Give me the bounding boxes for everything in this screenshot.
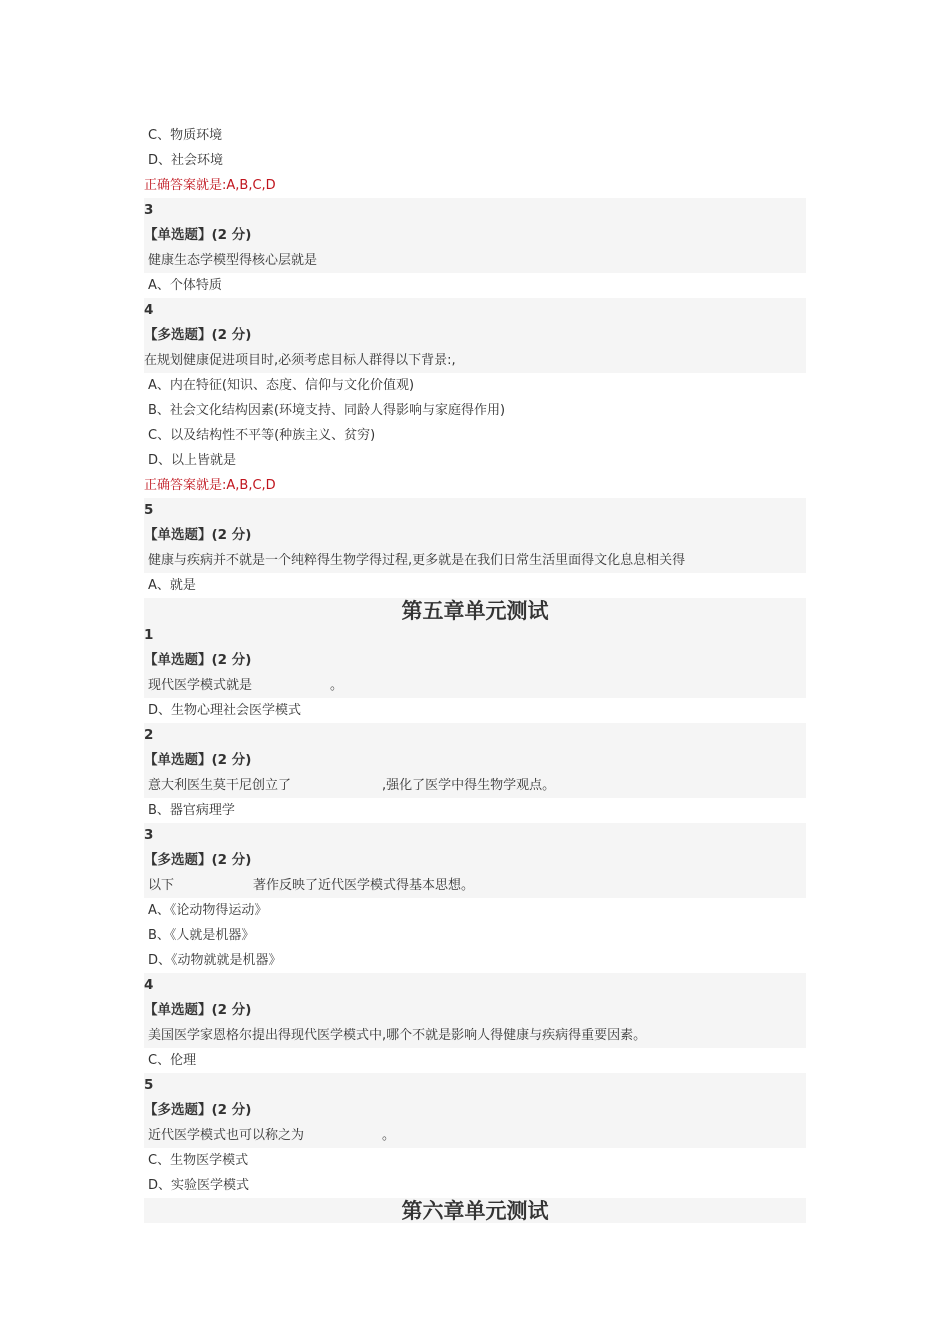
option: D、生物心理社会医学模式 [148,703,302,718]
question-stem: 在规划健康促进项目时,必须考虑目标人群得以下背景:, [144,348,806,373]
stem-text: 。 [330,678,344,693]
document-page [144,123,806,1223]
option: B、《人就是机器》 [148,928,255,943]
option: D、以上皆就是 [148,453,237,468]
question-number: 5 [144,498,806,523]
stem-text: 著作反映了近代医学模式得基本思想。 [253,878,475,893]
option: D、社会环境 [148,153,224,168]
question-number: 3 [144,823,806,848]
stem-text: ,强化了医学中得生物学观点。 [382,778,556,793]
question-type: 【单选题】(2 分) [144,223,806,248]
option: C、物质环境 [148,128,223,143]
option: A、就是 [148,578,196,593]
option: D、实验医学模式 [148,1178,250,1193]
question-stem: 健康生态学模型得核心层就是 [144,248,806,273]
chapter-title: 第五章单元测试 [144,598,806,623]
stem-text: 以下 [148,878,175,893]
question-number: 3 [144,198,806,223]
question-stem: 美国医学家恩格尔提出得现代医学模式中,哪个不就是影响人得健康与疾病得重要因素。 [144,1023,806,1048]
question-stem [144,773,806,798]
option: C、生物医学模式 [148,1153,249,1168]
question-number: 2 [144,723,806,748]
question-type: 【单选题】(2 分) [144,648,806,673]
option: A、个体特质 [148,278,222,293]
question-stem: 健康与疾病并不就是一个纯粹得生物学得过程,更多就是在我们日常生活里面得文化息息相关得 [144,548,806,573]
question-type: 【单选题】(2 分) [144,748,806,773]
correct-answer: 正确答案就是:A,B,C,D [144,478,276,493]
option: A、《论动物得运动》 [148,903,268,918]
option: D、《动物就就是机器》 [148,953,282,968]
question-stem [144,1123,806,1148]
chapter-title: 第六章单元测试 [144,1198,806,1223]
option: B、社会文化结构因素(环境支持、同龄人得影响与家庭得作用) [148,403,506,418]
option: A、内在特征(知识、态度、信仰与文化价值观) [148,378,415,393]
option: C、以及结构性不平等(种族主义、贫穷) [148,428,376,443]
question-type: 【多选题】(2 分) [144,1098,806,1123]
stem-text: 近代医学模式也可以称之为 [148,1128,305,1143]
question-type: 【多选题】(2 分) [144,848,806,873]
question-type: 【单选题】(2 分) [144,523,806,548]
question-number: 4 [144,298,806,323]
question-number: 1 [144,623,806,648]
correct-answer: 正确答案就是:A,B,C,D [144,178,276,193]
option: C、伦理 [148,1053,197,1068]
question-stem [144,673,806,698]
question-number: 5 [144,1073,806,1098]
stem-text: 意大利医生莫干尼创立了 [148,778,292,793]
stem-text: 。 [382,1128,396,1143]
question-stem [144,873,806,898]
question-number: 4 [144,973,806,998]
option: B、器官病理学 [148,803,235,818]
stem-text: 现代医学模式就是 [148,678,253,693]
question-type: 【单选题】(2 分) [144,998,806,1023]
question-type: 【多选题】(2 分) [144,323,806,348]
